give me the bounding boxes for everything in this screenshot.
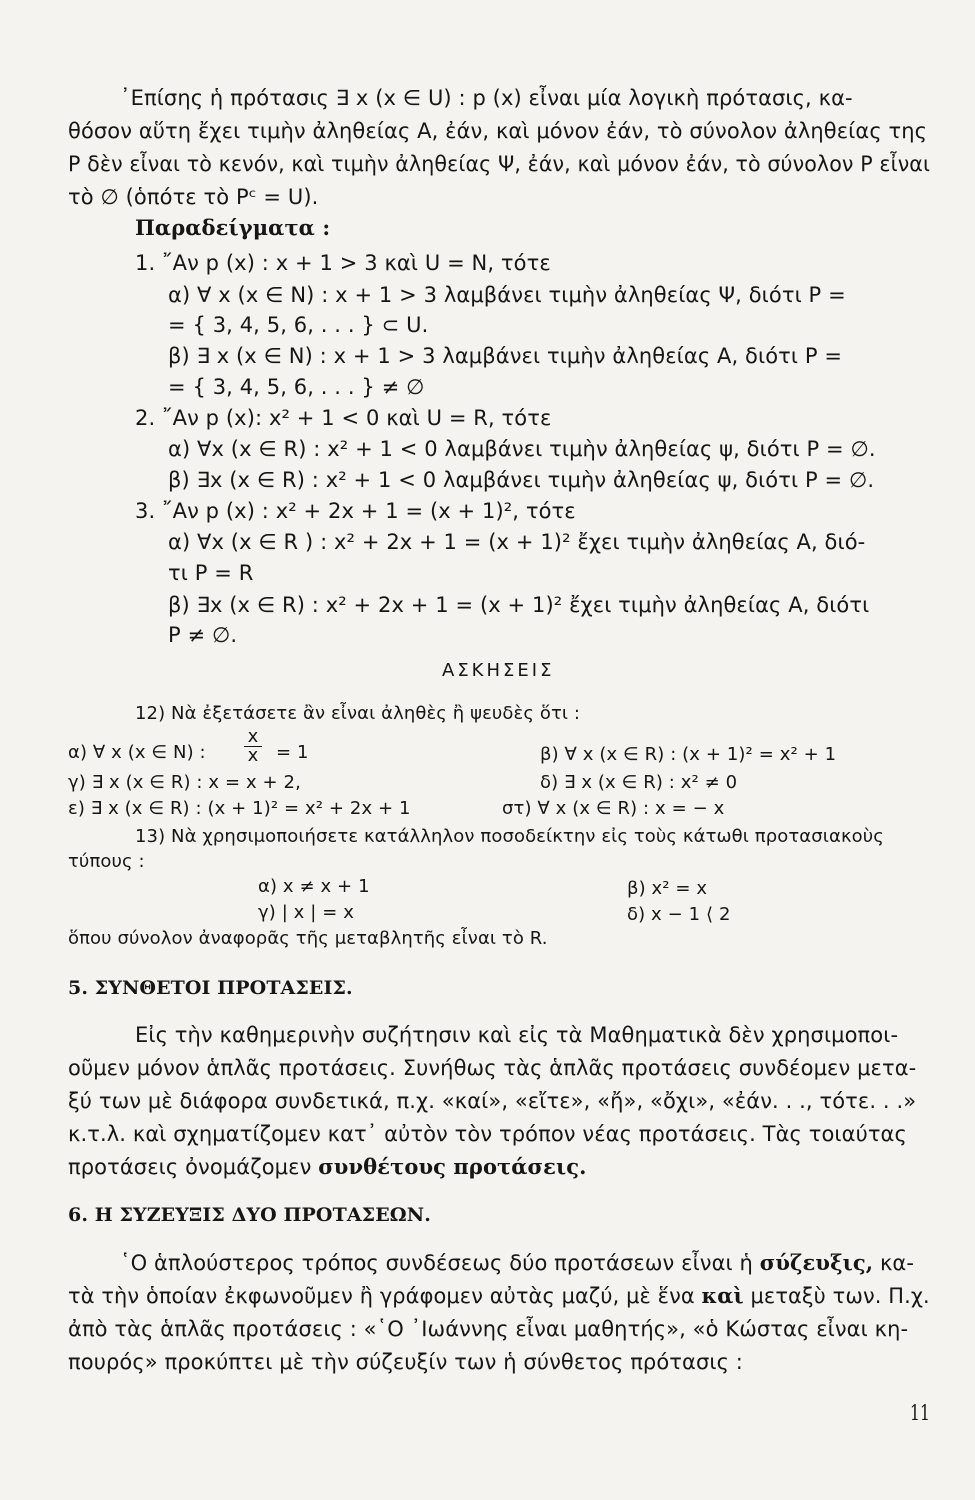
intro-line-4: τὸ ∅ (ὁπότε τὸ Pᶜ = U). xyxy=(68,185,319,209)
section-6-line-3: ἀπὸ τὰς ἁπλᾶς προτάσεις : «῾Ο ᾿Ιωάννης εἶναι μαθητής», «ὁ Κώστας εἶναι κη- xyxy=(68,1317,909,1341)
exercise-13-where: ὅπου σύνολον ἀναφορᾶς τῆς μεταβλητῆς εἶναι τὸ R. xyxy=(68,928,548,949)
example-1: 1. ῎Αν p (x) : x + 1 > 3 καὶ U = N, τότε xyxy=(135,251,551,275)
example-3-alpha-line-1: α) ∀x (x ∈ R ) : x² + 2x + 1 = (x + 1)² ἔχει τιμὴν ἀληθείας Α, διό- xyxy=(168,530,866,554)
section-6-line-2-text: τὰ τὴν ὁποίαν ἐκφωνοῦμεν ἢ γράφομεν αὐτὰς μαζύ, μὲ ἕνα xyxy=(68,1284,695,1308)
intro-line-1: ᾿Επίσης ἡ πρότασις ∃ x (x ∈ U) : p (x) εἶναι μία λογικὴ πρότασις, κα- xyxy=(120,86,853,110)
section-6-heading: 6. Η ΣΥΖΕΥΞΙΣ ΔΥΟ ΠΡΟΤΑΣΕΩΝ. xyxy=(68,1204,431,1226)
term-conjunction: σύζευξις, xyxy=(759,1250,874,1275)
intro-line-2: θόσον αὕτη ἔχει τιμὴν ἀληθείας Α, ἐάν, καὶ μόνον ἐάν, τὸ σύνολον ἀληθείας της xyxy=(68,119,928,143)
exercise-12-delta: δ) ∃ x (x ∈ R) : x² ≠ 0 xyxy=(540,772,738,793)
example-3: 3. ῎Αν p (x) : x² + 2x + 1 = (x + 1)², τότε xyxy=(135,499,576,523)
example-2-beta: β) ∃x (x ∈ R) : x² + 1 < 0 λαμβάνει τιμὴν ἀληθείας ψ, διότι P = ∅. xyxy=(168,468,875,492)
section-5-line-4: κ.τ.λ. καὶ σχηματίζομεν κατ᾿ αὐτὸν τὸν τρόπον νέας προτάσεις. Τὰς τοιαύτας xyxy=(68,1122,907,1146)
example-2: 2. ῎Αν p (x): x² + 1 < 0 καὶ U = R, τότε xyxy=(135,406,552,430)
exercise-13-line-2: τύπους : xyxy=(68,851,145,872)
exercise-12-alpha-left: α) ∀ x (x ∈ N) : xyxy=(68,742,206,763)
example-3-beta-line-2: P ≠ ∅. xyxy=(168,623,238,647)
section-5-line-1: Εἰς τὴν καθημερινὴν συζήτησιν καὶ εἰς τὰ Μαθηματικὰ δὲν χρησιμοποι- xyxy=(135,1023,899,1047)
intro-line-3: Ρ δὲν εἶναι τὸ κενόν, καὶ τιμὴν ἀληθείας Ψ, ἐάν, καὶ μόνον ἐάν, τὸ σύνολον Ρ εἶναι xyxy=(68,152,931,176)
section-6-line-1-text: ῾Ο ἁπλούστερος τρόπος συνδέσεως δύο προτάσεων εἶναι ἡ xyxy=(120,1251,753,1275)
exercise-12: 12) Νὰ ἐξετάσετε ἂν εἶναι ἀληθὲς ἢ ψευδὲς ὅτι : xyxy=(135,703,581,724)
section-5-line-5-text: προτάσεις ὀνομάζομεν xyxy=(68,1155,312,1179)
exercise-13-delta: δ) x − 1 ⟨ 2 xyxy=(627,904,731,925)
example-1-alpha-line-2: = { 3, 4, 5, 6, . . . } ⊂ U. xyxy=(168,313,429,337)
section-6-line-1 xyxy=(120,1248,914,1278)
exercise-12-epsilon: ε) ∃ x (x ∈ R) : (x + 1)² = x² + 2x + 1 xyxy=(68,798,411,819)
term-compound-propositions: συνθέτους προτάσεις. xyxy=(318,1154,587,1179)
section-5-line-5 xyxy=(68,1152,587,1182)
fraction-denominator: x xyxy=(247,745,259,766)
section-5-heading: 5. ΣΥΝΘΕΤΟΙ ΠΡΟΤΑΣΕΙΣ. xyxy=(68,977,353,999)
exercise-12-alpha-right: = 1 xyxy=(276,742,309,763)
exercise-13-alpha: α) x ≠ x + 1 xyxy=(258,876,370,897)
section-6-line-1-end: κα- xyxy=(879,1251,915,1275)
fraction-x-over-x xyxy=(244,728,262,765)
exercise-12-beta: β) ∀ x (x ∈ R) : (x + 1)² = x² + 1 xyxy=(540,744,837,765)
section-5-line-3: ξύ των μὲ διάφορα συνδετικά, π.χ. «καί», «εἴτε», «ἤ», «ὄχι», «ἐάν. . ., τότε. . .» xyxy=(68,1089,917,1113)
exercise-12-stigma: στ) ∀ x (x ∈ R) : x = − x xyxy=(502,798,725,819)
section-6-line-2-end: μεταξὺ των. Π.χ. xyxy=(750,1284,930,1308)
exercise-13-gamma: γ) | x | = x xyxy=(258,902,354,923)
section-6-line-4: πουρός» προκύπτει μὲ τὴν σύζευξίν των ἡ σύνθετος πρότασις : xyxy=(68,1350,743,1374)
section-5-line-2: οῦμεν μόνον ἁπλᾶς προτάσεις. Συνήθως τὰς ἁπλᾶς προτάσεις συνδέομεν μετα- xyxy=(68,1056,917,1080)
example-1-beta-line-1: β) ∃ x (x ∈ N) : x + 1 > 3 λαμβάνει τιμὴν ἀληθείας Α, διότι P = xyxy=(168,344,843,368)
term-and: καὶ xyxy=(701,1283,744,1308)
example-1-beta-line-2: = { 3, 4, 5, 6, . . . } ≠ ∅ xyxy=(168,375,425,399)
exercise-13-line-1: 13) Νὰ χρησιμοποιήσετε κατάλληλον ποσοδείκτην εἰς τοὺς κάτωθι προτασιακοὺς xyxy=(135,826,884,847)
exercise-12-gamma: γ) ∃ x (x ∈ R) : x = x + 2, xyxy=(68,772,301,793)
example-2-alpha: α) ∀x (x ∈ R) : x² + 1 < 0 λαμβάνει τιμὴν ἀληθείας ψ, διότι P = ∅. xyxy=(168,437,876,461)
page-number: 11 xyxy=(910,1401,930,1425)
exercise-13-beta: β) x² = x xyxy=(627,878,708,899)
example-3-alpha-line-2: τι P = R xyxy=(168,561,254,585)
example-1-alpha-line-1: α) ∀ x (x ∈ N) : x + 1 > 3 λαμβάνει τιμὴν ἀληθείας Ψ, διότι P = xyxy=(168,283,846,307)
example-3-beta-line-1: β) ∃x (x ∈ R) : x² + 2x + 1 = (x + 1)² ἔχει τιμὴν ἀληθείας Α, διότι xyxy=(168,593,870,617)
fraction-numerator: x xyxy=(244,728,262,747)
exercises-title: ΑΣΚΗΣΕΙΣ xyxy=(442,660,555,681)
examples-heading: Παραδείγματα : xyxy=(135,215,331,240)
section-6-line-2 xyxy=(68,1281,930,1311)
